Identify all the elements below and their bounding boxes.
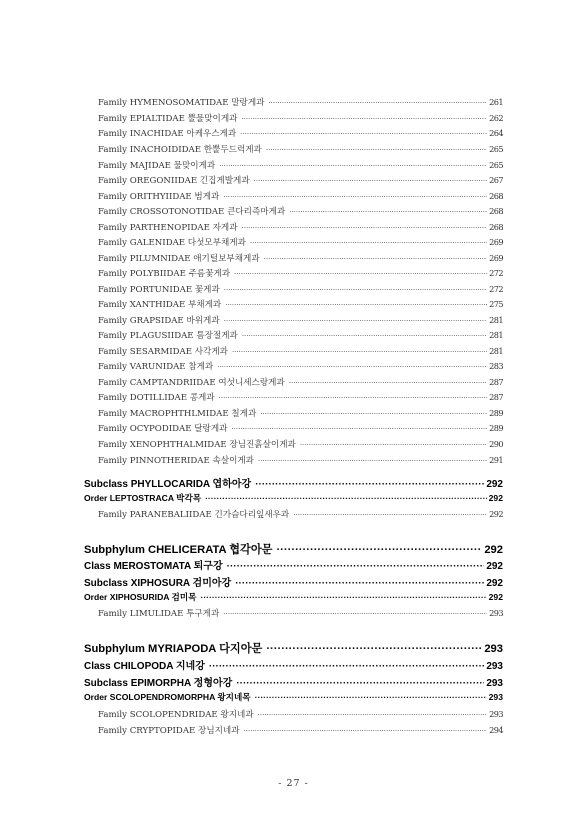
- toc-entry-label: Family HYMENOSOMATIDAE 말랑게과: [98, 98, 265, 108]
- toc-entry[interactable]: [98, 127, 503, 141]
- toc-entry[interactable]: [98, 205, 503, 219]
- toc-entry[interactable]: [98, 508, 503, 522]
- dot-leader: [224, 317, 488, 325]
- toc-entry[interactable]: [84, 657, 503, 673]
- toc-entry-page: 292: [488, 592, 503, 602]
- toc-entry[interactable]: [98, 314, 503, 328]
- toc-entry-label: Family XANTHIDAE 부채게과: [98, 300, 222, 310]
- toc-entry[interactable]: [98, 252, 503, 266]
- toc-entry-page: 294: [489, 725, 503, 735]
- toc-entry[interactable]: [84, 475, 503, 491]
- toc-entry-page: 283: [489, 361, 503, 371]
- toc-entry[interactable]: [98, 221, 503, 235]
- toc-entry[interactable]: [98, 438, 503, 452]
- dot-leader: [254, 177, 488, 185]
- toc-entry[interactable]: [98, 376, 503, 390]
- toc-entry-label: Subclass EPIMORPHA 정형아강: [84, 678, 233, 689]
- toc-entry-page: 269: [489, 237, 503, 247]
- toc-entry[interactable]: [98, 283, 503, 297]
- dot-leader: [242, 332, 487, 340]
- toc-entry[interactable]: [98, 391, 503, 405]
- toc-entry-page: 261: [489, 97, 503, 107]
- toc-entry-label: Family XENOPHTHALMIDAE 장님진흙살이게과: [98, 440, 296, 450]
- dot-leader: [260, 410, 487, 418]
- toc-entry-label: Subclass XIPHOSURA 검미아강: [84, 578, 232, 589]
- toc-entry[interactable]: [84, 591, 503, 607]
- toc-entry[interactable]: [98, 329, 503, 343]
- dot-leader: [264, 255, 488, 263]
- toc-entry-label: Family GRAPSIDAE 바위게과: [98, 316, 220, 326]
- dot-leader: [255, 692, 487, 702]
- dot-leader: [219, 162, 487, 170]
- toc-entry-label: Class MEROSTOMATA 퇴구강: [84, 561, 223, 572]
- toc-entry-label: Family MACROPHTHLMIDAE 칠게과: [98, 409, 257, 419]
- toc-entry-label: Order LEPTOSTRACA 박각목: [84, 493, 202, 503]
- dot-leader: [225, 301, 487, 309]
- toc-entry-label: Family POLYBIIDAE 주름꽃게과: [98, 269, 231, 279]
- dot-leader: [224, 286, 487, 294]
- toc-entry-page: 287: [489, 392, 503, 402]
- toc-entry-label: Family PILUMNIDAE 애기털보부채게과: [98, 254, 260, 264]
- dot-leader: [234, 270, 487, 278]
- toc-entry[interactable]: [84, 557, 503, 573]
- toc-entry-page: 292: [489, 509, 503, 519]
- toc-entry[interactable]: [84, 674, 503, 690]
- dot-leader: [276, 544, 482, 556]
- toc-entry[interactable]: [98, 236, 503, 250]
- toc-entry-label: Order XIPHOSURIDA 검미목: [84, 592, 197, 602]
- toc-entry-page: 262: [489, 113, 503, 123]
- dot-leader: [266, 643, 482, 655]
- toc-entry-label: Family PINNOTHERIDAE 속살이게과: [98, 456, 254, 466]
- toc-entry-page: 268: [489, 191, 503, 201]
- dot-leader: [236, 678, 484, 689]
- toc-entry[interactable]: [84, 640, 503, 658]
- toc-entry-page: 272: [489, 268, 503, 278]
- toc-entry-label: Family SESARMIDAE 사각게과: [98, 347, 228, 357]
- dot-leader: [227, 561, 485, 572]
- toc-entry[interactable]: [98, 112, 503, 126]
- dot-leader: [217, 363, 487, 371]
- dot-leader: [240, 130, 487, 138]
- toc-entry-label: Subphylum MYRIAPODA 다지아문: [84, 643, 263, 655]
- toc-entry-label: Class CHILOPODA 지네강: [84, 661, 205, 672]
- toc-entry-label: Subclass PHYLLOCARIDA 엽하아강: [84, 479, 252, 490]
- toc-entry-label: Family OREGONIIDAE 긴집게발게과: [98, 176, 250, 186]
- toc-entry-page: 289: [489, 423, 503, 433]
- toc-entry[interactable]: [98, 143, 503, 157]
- toc-entry-label: Family GALENIDAE 다섯모부채게과: [98, 238, 246, 248]
- toc-entry[interactable]: [98, 724, 503, 738]
- dot-leader: [200, 592, 486, 602]
- toc-entry[interactable]: [98, 96, 503, 110]
- toc-entry-label: Family INACHIDAE 아케우스게과: [98, 129, 237, 139]
- toc-entry[interactable]: [98, 298, 503, 312]
- toc-entry-label: Subphylum CHELICERATA 협각아문: [84, 544, 273, 556]
- toc-entry-page: 289: [489, 408, 503, 418]
- toc-entry-page: 293: [488, 692, 503, 702]
- toc-entry-page: 265: [489, 160, 503, 170]
- toc-entry-label: Family CAMPTANDRIIDAE 여섯니세스랑게과: [98, 378, 285, 388]
- toc-entry-page: 293: [489, 608, 503, 618]
- dot-leader: [244, 727, 488, 735]
- dot-leader: [235, 578, 484, 589]
- toc-entry-page: 281: [489, 346, 503, 356]
- toc-entry-page: 268: [489, 206, 503, 216]
- dot-leader: [209, 661, 484, 672]
- toc-entry-page: 281: [489, 315, 503, 325]
- toc-entry-page: 293: [486, 678, 503, 689]
- dot-leader: [205, 493, 487, 503]
- dot-leader: [266, 146, 487, 154]
- toc-entry-page: 292: [484, 544, 503, 556]
- toc-entry-page: 293: [489, 709, 503, 719]
- toc-entry-page: 264: [489, 128, 503, 138]
- toc-entry-page: 292: [486, 561, 503, 572]
- toc-entry-page: 281: [489, 330, 503, 340]
- toc-entry[interactable]: [98, 345, 503, 359]
- toc-entry-page: 287: [489, 377, 503, 387]
- toc-entry-page: 290: [489, 439, 503, 449]
- toc-entry-label: Family PLAGUSIIDAE 틈장절게과: [98, 331, 238, 341]
- toc-entry-label: Family INACHOIDIDAE 한뿔두드럭게과: [98, 145, 262, 155]
- toc-entry-label: Family PORTUNIDAE 꽃게과: [98, 285, 220, 295]
- toc-entry[interactable]: [98, 422, 503, 436]
- dot-leader: [223, 193, 487, 201]
- dot-leader: [300, 441, 487, 449]
- toc-entry[interactable]: [98, 407, 503, 421]
- toc-entry-page: 275: [489, 299, 503, 309]
- dot-leader: [293, 511, 487, 519]
- toc-entry-page: 291: [489, 455, 503, 465]
- toc-entry-label: Family LIMULIDAE 투구게과: [98, 609, 220, 619]
- dot-leader: [258, 711, 488, 719]
- toc-entry-label: Family DOTILLIDAE 콩게과: [98, 393, 215, 403]
- toc-entry-page: 268: [489, 222, 503, 232]
- toc-entry-label: Family OCYPODIDAE 달랑게과: [98, 424, 228, 434]
- toc-entry[interactable]: [98, 454, 503, 468]
- toc-entry-label: Family EPIALTIDAE 뿔물맞이게과: [98, 114, 238, 124]
- toc-entry-label: Family CRYPTOPIDAE 장님지네과: [98, 726, 240, 736]
- toc-entry-label: Family PARANEBALIIDAE 긴가슴다리잎새우과: [98, 510, 290, 520]
- dot-leader: [289, 208, 487, 216]
- toc-entry[interactable]: [84, 492, 503, 508]
- toc-entry-label: Family MAJIDAE 물맞이게과: [98, 161, 216, 171]
- toc-entry[interactable]: [84, 691, 503, 707]
- toc-entry-page: 293: [486, 661, 503, 672]
- dot-leader: [250, 239, 487, 247]
- dot-leader: [258, 457, 487, 465]
- toc-entry[interactable]: [98, 159, 503, 173]
- toc-entry[interactable]: [98, 360, 503, 374]
- dot-leader: [232, 348, 487, 356]
- toc-entry[interactable]: [98, 190, 503, 204]
- toc-entry-label: Family CROSSOTONOTIDAE 큰다리즉마게과: [98, 207, 286, 217]
- toc-entry-page: 269: [489, 253, 503, 263]
- toc-entry-label: Order SCOLOPENDROMORPHA 왕지네목: [84, 692, 251, 702]
- dot-leader: [268, 99, 487, 107]
- toc-entry[interactable]: [98, 174, 503, 188]
- dot-leader: [242, 224, 488, 232]
- dot-leader: [289, 379, 487, 387]
- toc-entry-label: Family PARTHENOPIDAE 자게과: [98, 223, 238, 233]
- toc-entry-page: 293: [484, 643, 503, 655]
- page-number: - 27 -: [278, 778, 309, 789]
- dot-leader: [231, 425, 487, 433]
- toc-entry[interactable]: [98, 267, 503, 281]
- toc-entry-label: Family ORITHYIIDAE 범게과: [98, 192, 220, 202]
- toc-entry-label: Family VARUNIDAE 참게과: [98, 362, 214, 372]
- toc-entry-page: 292: [486, 479, 503, 490]
- dot-leader: [223, 610, 487, 618]
- toc-entry-page: 292: [486, 578, 503, 589]
- toc-entry-page: 292: [488, 493, 503, 503]
- dot-leader: [255, 479, 484, 490]
- dot-leader: [219, 394, 488, 402]
- toc-entry-page: 265: [489, 144, 503, 154]
- toc-entry[interactable]: [98, 607, 503, 621]
- toc-entry[interactable]: [84, 574, 503, 590]
- toc-entry[interactable]: [98, 708, 503, 722]
- toc-entry-label: Family SCOLOPENDRIDAE 왕지네과: [98, 710, 254, 720]
- toc-entry-page: 267: [489, 175, 503, 185]
- dot-leader: [241, 115, 487, 123]
- toc-entry-page: 272: [489, 284, 503, 294]
